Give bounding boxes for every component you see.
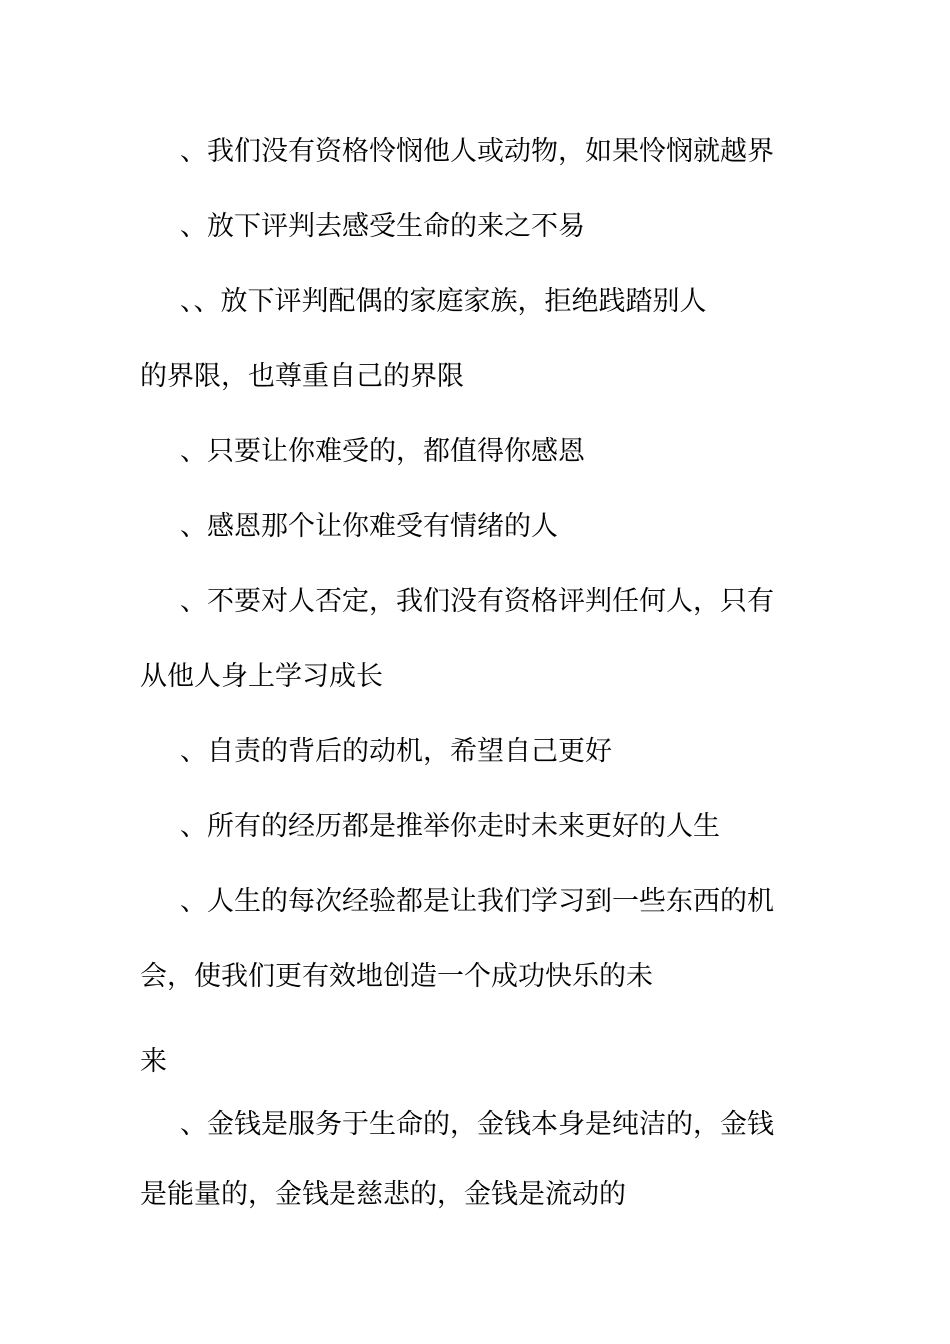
text-line-7: 、不要对人否定，我们没有资格评判任何人，只有 bbox=[180, 586, 774, 617]
text-line-11: 、人生的每次经验都是让我们学习到一些东西的机 bbox=[180, 886, 774, 917]
text-line-10: 、所有的经历都是推举你走时未来更好的人生 bbox=[180, 811, 720, 842]
text-line-12: 会，使我们更有效地创造一个成功快乐的未 bbox=[140, 961, 653, 992]
text-line-6: 、感恩那个让你难受有情绪的人 bbox=[180, 511, 558, 542]
text-line-2: 、放下评判去感受生命的来之不易 bbox=[180, 211, 585, 242]
text-line-8: 从他人身上学习成长 bbox=[140, 661, 383, 692]
text-line-1: 、我们没有资格怜悯他人或动物，如果怜悯就越界 bbox=[180, 136, 774, 167]
text-line-5: 、只要让你难受的，都值得你感恩 bbox=[180, 436, 585, 467]
text-line-4: 的界限，也尊重自己的界限 bbox=[140, 361, 464, 392]
text-line-13: 来 bbox=[140, 1046, 167, 1077]
text-line-15: 是能量的，金钱是慈悲的，金钱是流动的 bbox=[140, 1179, 626, 1210]
text-line-14: 、金钱是服务于生命的，金钱本身是纯洁的，金钱 bbox=[180, 1109, 774, 1140]
text-line-3: 、、放下评判配偶的家庭家族，拒绝践踏别人 bbox=[180, 286, 707, 317]
text-line-9: 、自责的背后的动机，希望自己更好 bbox=[180, 736, 612, 767]
